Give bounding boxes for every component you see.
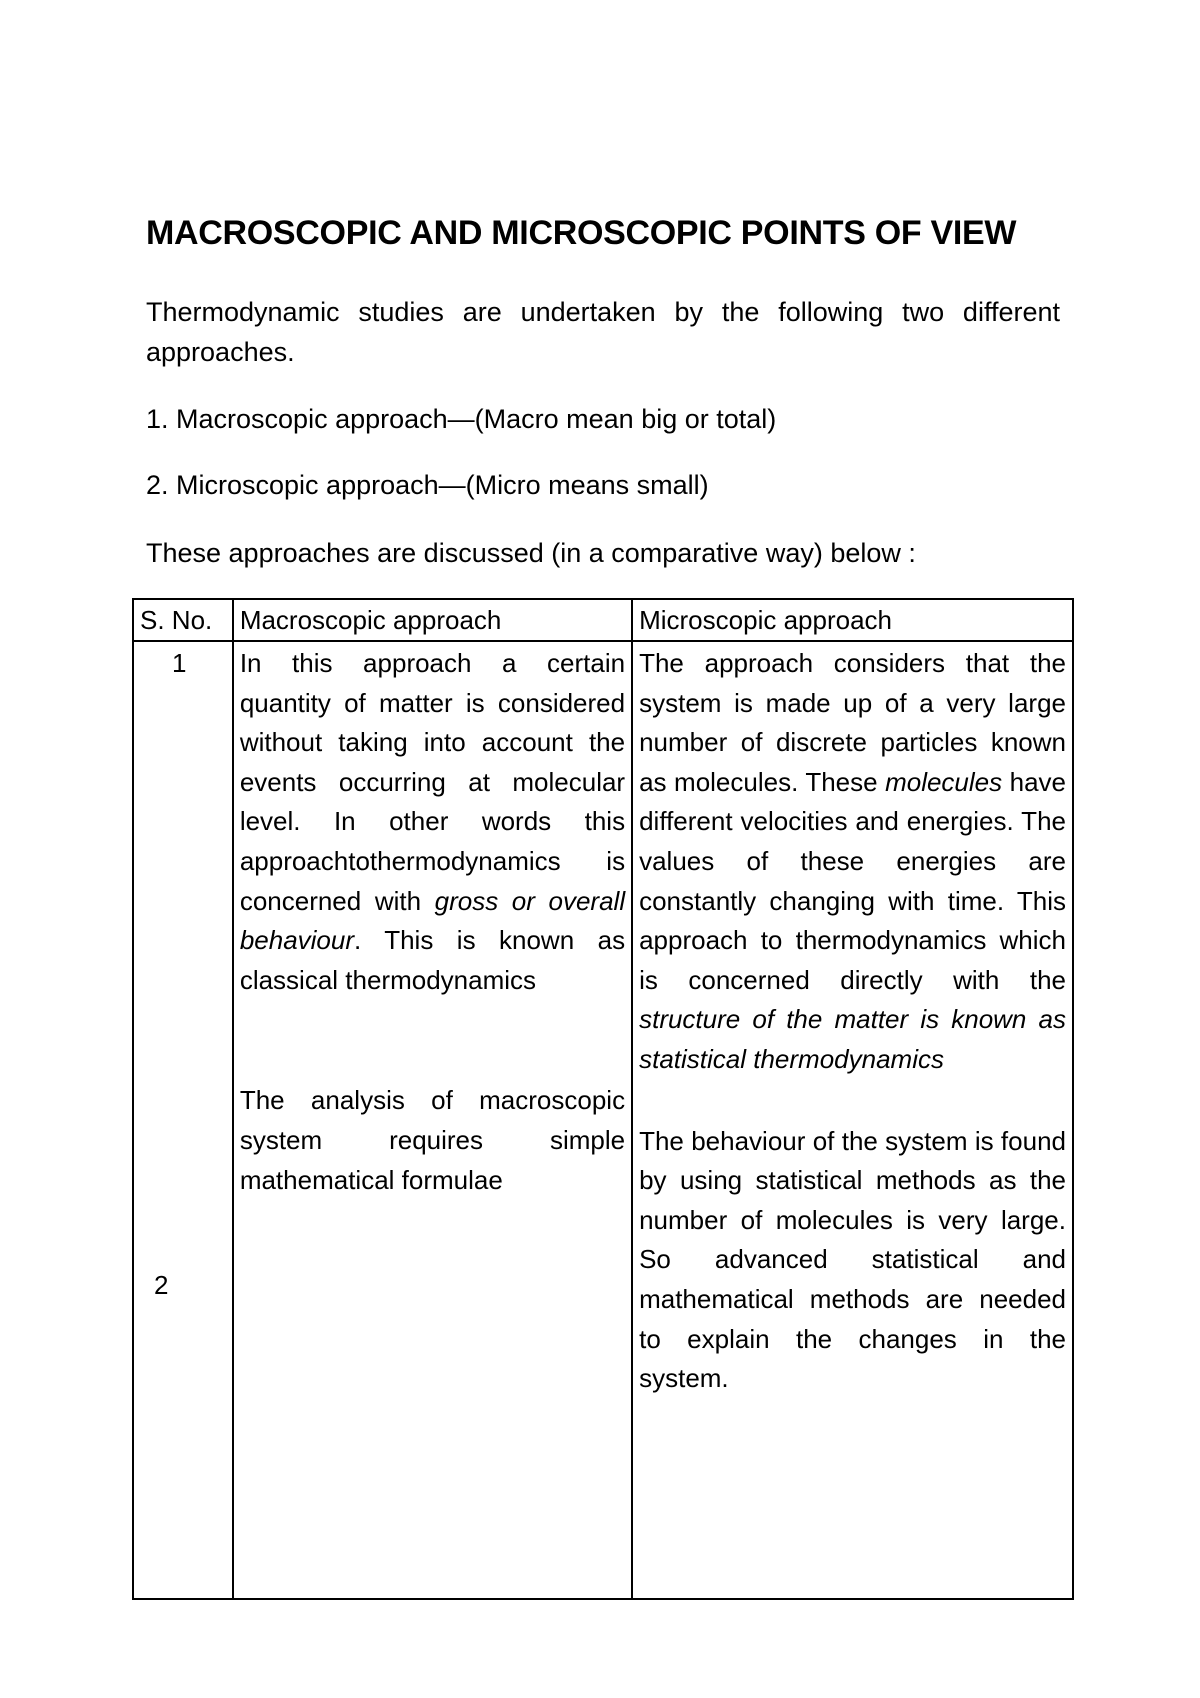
row-1-number: 1 [172,648,187,678]
sno-cell [133,641,233,1599]
row-gap [240,1000,625,1079]
row-2-microscopic-text: The behaviour of the system is found by using statistical methods as the number of molecules is very large. So advanced statistical and mathematical methods are needed to explain the changes in the system. [639,1125,1066,1394]
header-macroscopic: Macroscopic approach [233,599,632,641]
table-header-row [133,599,1073,641]
list-item-macroscopic: 1. Macroscopic approach—(Macro mean big or total) [146,404,777,434]
row-1-microscopic-text [639,642,1066,1080]
row-1-macro-text-a: In this approach a certain quantity of matter is considered without taking into account the events occurring at molecular level. In other words this approachtothermodynamics is concerned with [239,648,626,916]
row-1-macro-text-c: . This is known as classical thermodynamics [239,925,626,995]
lead-paragraph: These approaches are discussed (in a comparative way) below : [146,538,916,568]
row-1-macroscopic-text [240,642,625,1000]
list-item-microscopic: 2. Microscopic approach—(Micro means small) [146,470,709,500]
row-1-macro-text-emphasis: gross or overall behaviour [239,885,626,956]
row-1-micro-text-emphasis: molecules [885,766,1003,797]
table-row [133,641,1073,1599]
page-title: MACROSCOPIC AND MICROSCOPIC POINTS OF VIEW [146,214,1017,252]
comparison-table [132,598,1074,1600]
row-2-macroscopic-text: The analysis of macroscopic system requires simple mathematical formulae [239,1085,626,1195]
row-1-micro-text-c: have different velocities and energies. The values of these energies are constantly changing with time. This approach to thermodynamics which is concerned directly with the [639,766,1067,995]
intro-paragraph: Thermodynamic studies are undertaken by the following two different approaches. [146,297,1060,367]
macroscopic-cell [233,641,632,1599]
header-microscopic: Microscopic approach [632,599,1073,641]
header-sno: S. No. [133,599,233,641]
row-1-micro-text-a: The approach considers that the system is made up of a very large number of discrete particles known as molecules. These [639,648,1066,797]
row-2-number: 2 [154,1270,169,1300]
row-1-micro-text-emphasis-2: structure of the matter is known as statistical thermodynamics [639,1004,1066,1074]
microscopic-cell [632,641,1073,1599]
